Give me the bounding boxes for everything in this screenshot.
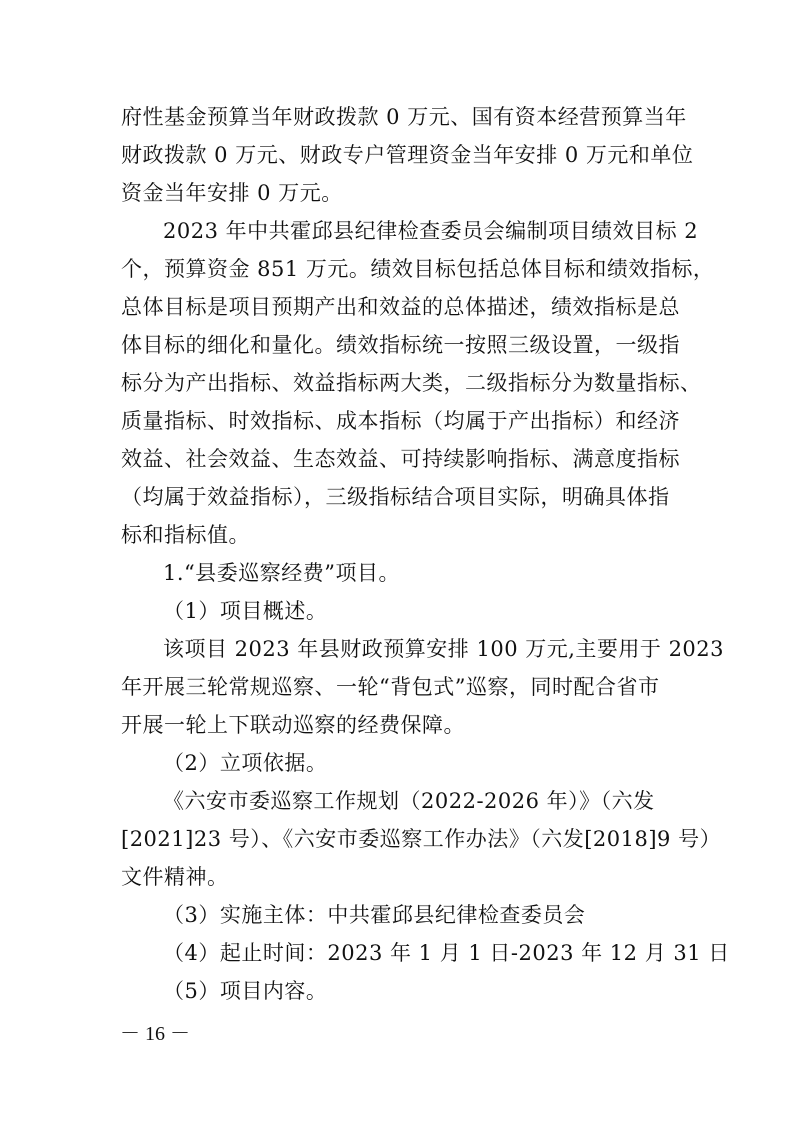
line-text: 开展一轮上下联动巡察的经费保障。 [121, 713, 465, 737]
line-text: （3）实施主体：中共霍邱县纪律检查委员会 [163, 903, 586, 927]
text-line [0, 175, 793, 211]
line-text: 2023 年中共霍邱县纪律检查委员会编制项目绩效目标 2 [163, 219, 699, 243]
line-text: （均属于效益指标），三级指标结合项目实际，明确具体指 [121, 485, 670, 509]
text-line [0, 669, 793, 705]
text-line [0, 859, 793, 895]
text-line [0, 289, 793, 325]
line-text: [2021]23 号）、《六安市委巡察工作办法》（六发[2018]9 号） [121, 827, 722, 851]
line-text: 该项目 2023 年县财政预算安排 100 万元,主要用于 2023 [163, 637, 725, 661]
text-line [0, 441, 793, 477]
text-line [0, 251, 793, 287]
text-line [0, 213, 793, 249]
line-text: 年开展三轮常规巡察、一轮“背包式”巡察，同时配合省市 [121, 675, 660, 699]
line-text: （4）起止时间：2023 年 1 月 1 日-2023 年 12 月 31 日 [163, 941, 730, 965]
text-line [0, 821, 793, 857]
text-line [0, 99, 793, 135]
line-text: 质量指标、时效指标、成本指标（均属于产出指标）和经济 [121, 409, 680, 433]
text-line [0, 137, 793, 173]
text-line [0, 403, 793, 439]
text-line [0, 555, 793, 591]
text-line [0, 973, 793, 1009]
line-text: 总体目标是项目预期产出和效益的总体描述，绩效指标是总 [121, 295, 680, 319]
line-text: 《六安市委巡察工作规划（2022-2026 年）》（六发 [163, 789, 655, 813]
text-line [0, 517, 793, 553]
line-text: 1.“县委巡察经费”项目。 [163, 561, 401, 585]
text-line [0, 327, 793, 363]
text-line [0, 479, 793, 515]
line-text: 体目标的细化和量化。绩效指标统一按照三级设置，一级指 [121, 333, 680, 357]
line-text: 标分为产出指标、效益指标两大类，二级指标分为数量指标、 [121, 371, 702, 395]
line-text: 府性基金预算当年财政拨款 0 万元、国有资本经营预算当年 [121, 105, 687, 129]
line-text: 效益、社会效益、生态效益、可持续影响指标、满意度指标 [121, 447, 680, 471]
page-number: － 16 － [120, 1023, 190, 1045]
line-text: 标和指标值。 [121, 523, 250, 547]
line-text: 文件精神。 [121, 865, 229, 889]
text-line [0, 783, 793, 819]
text-line [0, 935, 793, 971]
line-text: （2）立项依据。 [163, 751, 328, 775]
text-line [0, 631, 793, 667]
line-text: 资金当年安排 0 万元。 [121, 181, 343, 205]
line-text: 财政拨款 0 万元、财政专户管理资金当年安排 0 万元和单位 [121, 143, 694, 167]
text-line [0, 593, 793, 629]
line-text: （5）项目内容。 [163, 979, 328, 1003]
line-text: 个，预算资金 851 万元。绩效目标包括总体目标和绩效指标， [121, 257, 715, 281]
text-line [0, 745, 793, 781]
line-text: （1）项目概述。 [163, 599, 328, 623]
text-line [0, 897, 793, 933]
text-line [0, 707, 793, 743]
text-line [0, 365, 793, 401]
